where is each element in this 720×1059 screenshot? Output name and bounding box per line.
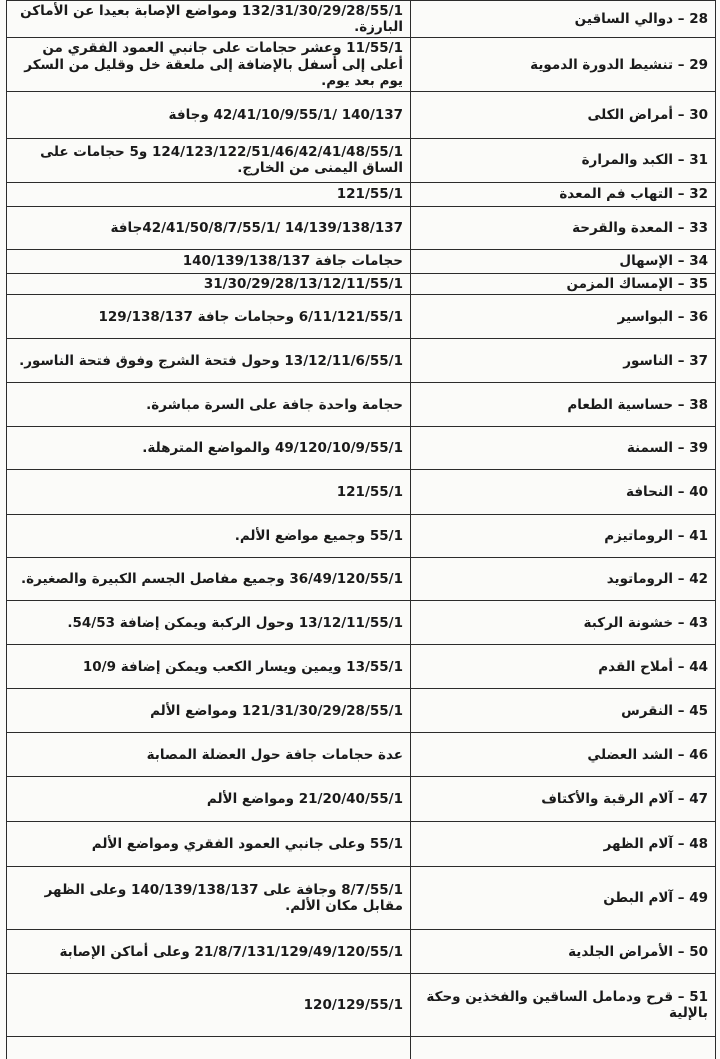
table-row <box>7 427 716 470</box>
ailment-cell: 44 – أملاح القدم <box>411 645 716 689</box>
ailment-cell: 31 – الكبد والمرارة <box>411 138 716 182</box>
cupping-points-cell: 21/20/40/55/1 ومواضع الألم <box>7 777 411 822</box>
table-row <box>7 206 716 249</box>
table-row <box>7 273 716 294</box>
table-row <box>7 339 716 383</box>
cupping-points-cell: 13/55/1 ويمين ويسار الكعب ويمكن إضافة 10/9 <box>7 645 411 689</box>
ailment-cell: 46 – الشد العضلي <box>411 733 716 777</box>
ailment-cell: 39 – السمنة <box>411 427 716 470</box>
ailment-cell: 49 – آلام البطن <box>411 867 716 930</box>
cupping-points-cell: 55/1 وعلى جانبي العمود الفقري ومواضع الألم <box>7 822 411 867</box>
table-row <box>7 601 716 645</box>
table-row <box>7 91 716 138</box>
cupping-points-cell: 55/1 وجميع مواضع الألم. <box>7 515 411 558</box>
table-row <box>7 930 716 974</box>
cupping-points-cell: 121/55/1 <box>7 182 411 206</box>
ailment-cell: 51 – قرح ودمامل الساقين والفخذين وحكة بالإلية <box>411 974 716 1037</box>
ailment-cell <box>411 1037 716 1059</box>
table-row <box>7 689 716 733</box>
cupping-points-cell: حجامة واحدة جافة على السرة مباشرة. <box>7 383 411 427</box>
ailment-cell: 28 – دوالي الساقين <box>411 1 716 38</box>
ailment-cell: 42 – الروماتويد <box>411 558 716 601</box>
ailment-cell: 35 – الإمساك المزمن <box>411 273 716 294</box>
table-row <box>7 38 716 92</box>
table-row <box>7 974 716 1037</box>
cupping-points-cell: 124/123/122/51/46/42/41/48/55/1 و5 حجامات على الساق اليمنى من الخارج. <box>7 138 411 182</box>
cupping-points-cell <box>7 1037 411 1059</box>
table-row <box>7 383 716 427</box>
ailment-cell: 45 – النقرس <box>411 689 716 733</box>
cupping-points-cell: 120/129/55/1 <box>7 974 411 1037</box>
table-row <box>7 1037 716 1059</box>
ailment-cell: 34 – الإسهال <box>411 249 716 273</box>
cupping-points-cell: عدة حجامات جافة حول العضلة المصابة <box>7 733 411 777</box>
table-row <box>7 249 716 273</box>
table-row <box>7 822 716 867</box>
table-row <box>7 182 716 206</box>
table-row <box>7 138 716 182</box>
ailment-cell: 30 – أمراض الكلى <box>411 91 716 138</box>
ailment-cell: 41 – الروماتيزم <box>411 515 716 558</box>
ailment-cell: 47 – آلام الرقبة والأكتاف <box>411 777 716 822</box>
ailment-cell: 36 – البواسير <box>411 295 716 339</box>
cupping-points-cell: 14/139/138/137 /42/41/50/8/7/55/1جافة <box>7 206 411 249</box>
table-row <box>7 1 716 38</box>
cupping-points-cell: 21/8/7/131/129/49/120/55/1 وعلى أماكن الإصابة <box>7 930 411 974</box>
ailment-cell: 33 – المعدة والقرحة <box>411 206 716 249</box>
cupping-points-cell: 8/7/55/1 وجافة على 140/139/138/137 وعلى الظهر مقابل مكان الألم. <box>7 867 411 930</box>
table-row <box>7 867 716 930</box>
ailment-cell: 43 – خشونة الركبة <box>411 601 716 645</box>
cupping-points-cell: 49/120/10/9/55/1 والمواضع المترهلة. <box>7 427 411 470</box>
table-row <box>7 733 716 777</box>
ailment-cell: 50 – الأمراض الجلدية <box>411 930 716 974</box>
cupping-points-cell: 121/55/1 <box>7 470 411 515</box>
ailment-cell: 40 – النحافة <box>411 470 716 515</box>
table-row <box>7 777 716 822</box>
cupping-points-cell: حجامات جافة 140/139/138/137 <box>7 249 411 273</box>
cupping-points-cell: 132/31/30/29/28/55/1 ومواضع الإصابة بعيدا عن الأماكن البارزة. <box>7 1 411 38</box>
ailment-cell: 32 – التهاب فم المعدة <box>411 182 716 206</box>
cupping-points-cell: 6/11/121/55/1 وحجامات جافة 129/138/137 <box>7 295 411 339</box>
ailment-cell: 38 – حساسية الطعام <box>411 383 716 427</box>
cupping-points-cell: 140/137 /42/41/10/9/55/1 وجافة <box>7 91 411 138</box>
table-row <box>7 515 716 558</box>
cupping-points-table <box>6 0 716 1059</box>
table-row <box>7 470 716 515</box>
cupping-points-cell: 11/55/1 وعشر حجامات على جانبي العمود الفقري من أعلى إلى أسفل بالإضافة إلى ملعقة خل وقليل من السكر يوم بعد يوم. <box>7 38 411 92</box>
cupping-points-cell: 13/12/11/6/55/1 وحول فتحة الشرج وفوق فتحة الناسور. <box>7 339 411 383</box>
cupping-points-cell: 36/49/120/55/1 وجميع مفاصل الجسم الكبيرة والصغيرة. <box>7 558 411 601</box>
table-body <box>7 1 716 1059</box>
ailment-cell: 37 – الناسور <box>411 339 716 383</box>
ailment-cell: 29 – تنشيط الدورة الدموية <box>411 38 716 92</box>
cupping-points-cell: 31/30/29/28/13/12/11/55/1 <box>7 273 411 294</box>
table-row <box>7 558 716 601</box>
cupping-points-cell: 121/31/30/29/28/55/1 ومواضع الألم <box>7 689 411 733</box>
table-row <box>7 645 716 689</box>
cupping-points-cell: 13/12/11/55/1 وحول الركبة ويمكن إضافة 54/53. <box>7 601 411 645</box>
ailment-cell: 48 – آلام الظهر <box>411 822 716 867</box>
table-row <box>7 295 716 339</box>
